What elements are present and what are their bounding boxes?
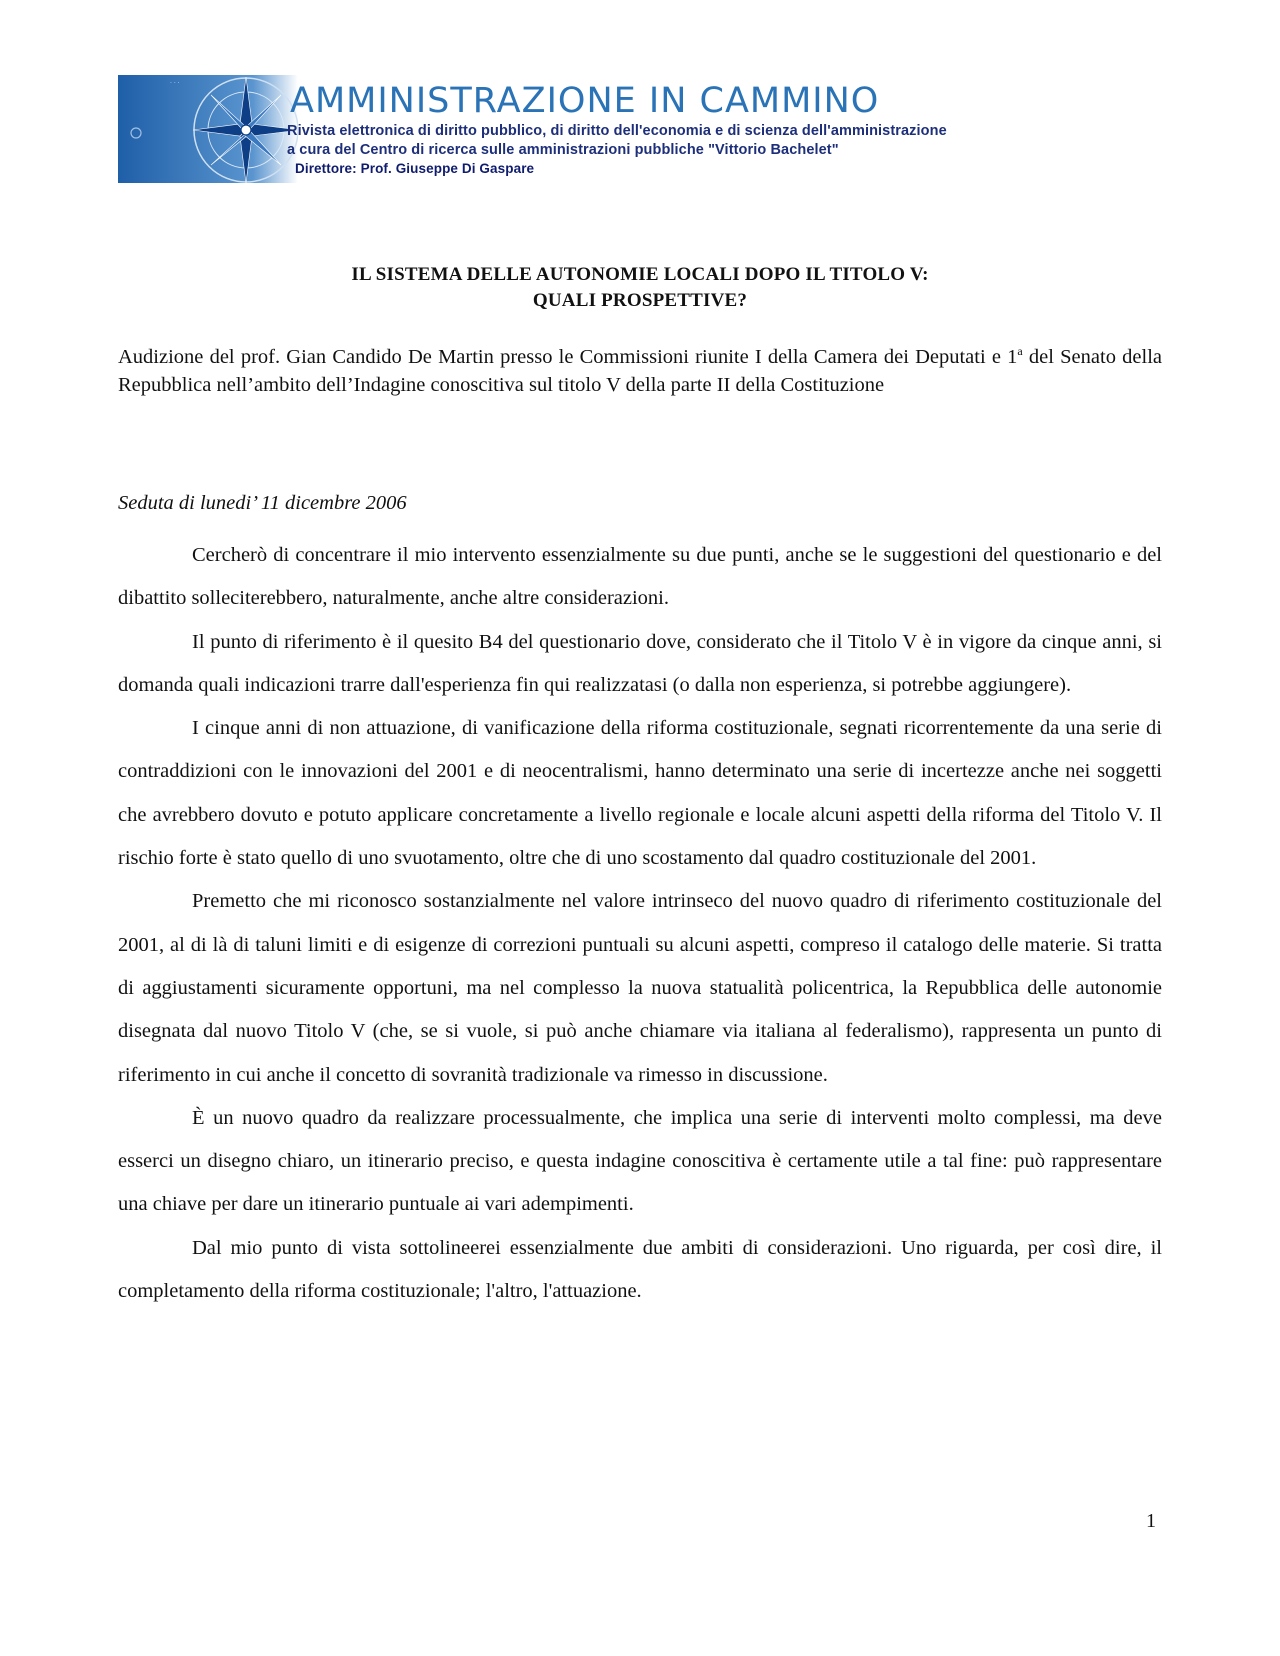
journal-director: Direttore: Prof. Giuseppe Di Gaspare [295,161,535,176]
journal-title: AMMINISTRAZIONE IN CAMMINO [290,81,880,121]
journal-publisher: a cura del Centro di ricerca sulle amministrazioni pubbliche "Vittorio Bachelet" [287,142,839,158]
paragraph: È un nuovo quadro da realizzare processualmente, che implica una serie di interventi molto complessi, ma deve esserci un disegno chiaro, un itinerario preciso, e questa indagine conoscitiva è certamente utile a tal fine: può rappresentare una chiave per dare un itinerario puntuale ai vari adempimenti. [118,1106,1162,1216]
compass-rose-logo [118,75,298,183]
intro-superscript: a [1017,344,1023,358]
banner-text-block [287,75,1033,183]
paragraph: I cinque anni di non attuazione, di vanificazione della riforma costituzionale, segnati ricorrentemente da una serie di contraddizioni con le innovazioni del 2001 e di neocentralismi, hanno determinato una serie di incertezze anche nei soggetti che avrebbero dovuto e potuto applicare concretamente a livello regionale e locale alcuni aspetti della riforma del Titolo V. Il rischio forte è stato quello di uno svuotamento, oltre che di uno scostamento dal quadro costituzionale del 2001. [118,717,1162,870]
title-line-2: QUALI PROSPETTIVE? [532,290,748,311]
page-title [118,262,1162,314]
intro-text-1: Audizione del prof. Gian Candido De Martin presso le Commissioni riunite I della Camera dei Deputati e 1 [118,346,1018,368]
journal-subtitle: Rivista elettronica di diritto pubblico, di diritto dell'economia e di scienza dell'amministrazione [287,123,947,139]
paragraph: Premetto che mi riconosco sostanzialmente nel valore intrinseco del nuovo quadro di riferimento costituzionale del 2001, al di là di taluni limiti e di esigenze di correzioni puntuali su alcuni aspetti, compreso il catalogo delle materie. Si tratta di aggiustamenti sicuramente opportuni, ma nel complesso la nuova statualità policentrica, la Repubblica delle autonomie disegnata dal nuovo Titolo V (che, se si vuole, si può anche chiamare via italiana al federalismo), rappresenta un punto di riferimento in cui anche il concetto di sovranità tradizionale va rimesso in discussione. [118,890,1162,1086]
paragraph: Cercherò di concentrare il mio intervento essenzialmente su due punti, anche se le suggestioni del questionario e del dibattito solleciterebbero, naturalmente, anche altre considerazioni. [118,544,1162,610]
journal-banner [118,75,1018,183]
svg-text:· · ·: · · · [170,80,180,87]
intro-text-2: del Senato della Repubblica nell’ambito dell’Indagine conoscitiva sul titolo V della parte II della Costituzione [118,346,1162,396]
hearing-intro [118,343,1162,399]
title-line-1: IL SISTEMA DELLE AUTONOMIE LOCALI DOPO IL TITOLO V: [351,264,929,285]
paragraph: Dal mio punto di vista sottolineerei essenzialmente due ambiti di considerazioni. Uno riguarda, per così dire, il completamento della riforma costituzionale; l'altro, l'attuazione. [118,1236,1162,1303]
session-date: Seduta di lunedi’ 11 dicembre 2006 [118,492,407,514]
body-text [118,534,1162,1313]
page-number: 1 [1146,1510,1156,1532]
paragraph: Il punto di riferimento è il quesito B4 del questionario dove, considerato che il Titolo V è in vigore da cinque anni, si domanda quali indicazioni trarre dall'esperienza fin qui realizzatasi (o dalla non esperienza, si potrebbe aggiungere). [118,630,1162,696]
